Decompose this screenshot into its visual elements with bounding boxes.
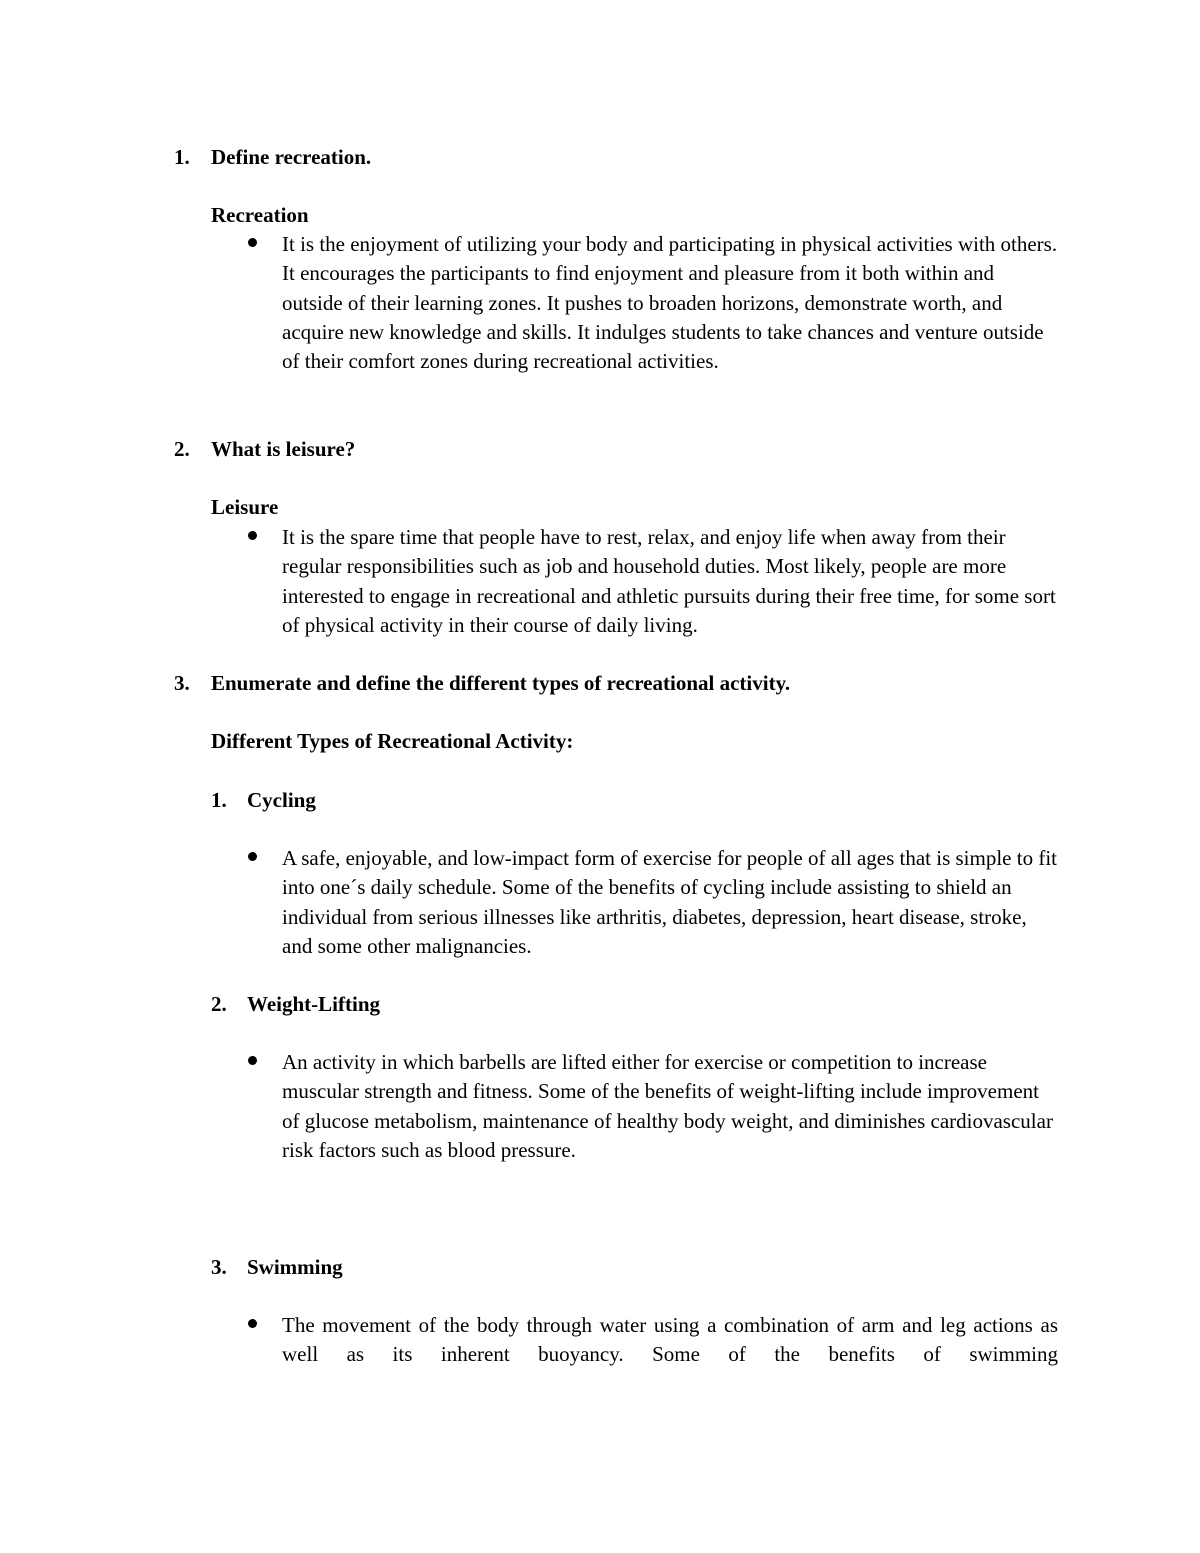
activity-2-title: Weight-Lifting [247, 992, 381, 1016]
activity-3-number: 3. [211, 1255, 227, 1279]
question-2-text: What is leisure? [211, 437, 356, 461]
activity-1-number: 1. [211, 788, 227, 812]
recreation-heading: Recreation [211, 203, 309, 227]
leisure-definition: It is the spare time that people have to rest, relax, and enjoy life when away from their regular responsibilities such as job and household duties. Most likely, people are more interested to engage in recreational and athletic pursuits during their free time, for some sort of physical activity in their course of daily living. [282, 525, 1056, 637]
leisure-heading: Leisure [211, 495, 279, 519]
question-3-text: Enumerate and define the different types of recreational activity. [211, 671, 791, 695]
bullet-icon [248, 852, 257, 861]
types-heading: Different Types of Recreational Activity: [211, 729, 574, 753]
question-3-number: 3. [174, 671, 190, 695]
bullet-icon [248, 238, 257, 247]
cycling-description: A safe, enjoyable, and low-impact form of exercise for people of all ages that is simple to fit into one´s daily schedule. Some of the benefits of cycling include assisting to shield an individual from serious illnesses like arthritis, diabetes, depression, heart disease, stroke, and some other malignancies. [282, 846, 1058, 958]
bullet-icon [248, 531, 257, 540]
question-1-number: 1. [174, 145, 190, 169]
activity-1-title: Cycling [247, 788, 316, 812]
swimming-description: The movement of the body through water using a combination of arm and leg actions as well as its inherent buoyancy. Some of the benefits of swimming [282, 1313, 1058, 1367]
activity-2-number: 2. [211, 992, 227, 1016]
bullet-icon [248, 1056, 257, 1065]
weight-lifting-description: An activity in which barbells are lifted either for exercise or competition to increase muscular strength and fitness. Some of the benefits of weight-lifting include improvement of glucose metabolism, maintenance of healthy body weight, and diminishes cardiovascular risk factors such as blood pressure. [282, 1050, 1053, 1162]
activity-3-title: Swimming [247, 1255, 343, 1279]
recreation-definition: It is the enjoyment of utilizing your body and participating in physical activities with others. It encourages the participants to find enjoyment and pleasure from it both within and outside of their learning zones. It pushes to broaden horizons, demonstrate worth, and acquire new knowledge and skills. It indulges students to take chances and venture outside of their comfort zones during recreational activities. [282, 232, 1058, 374]
bullet-icon [248, 1319, 257, 1328]
question-2-number: 2. [174, 437, 190, 461]
question-1-text: Define recreation. [211, 145, 372, 169]
